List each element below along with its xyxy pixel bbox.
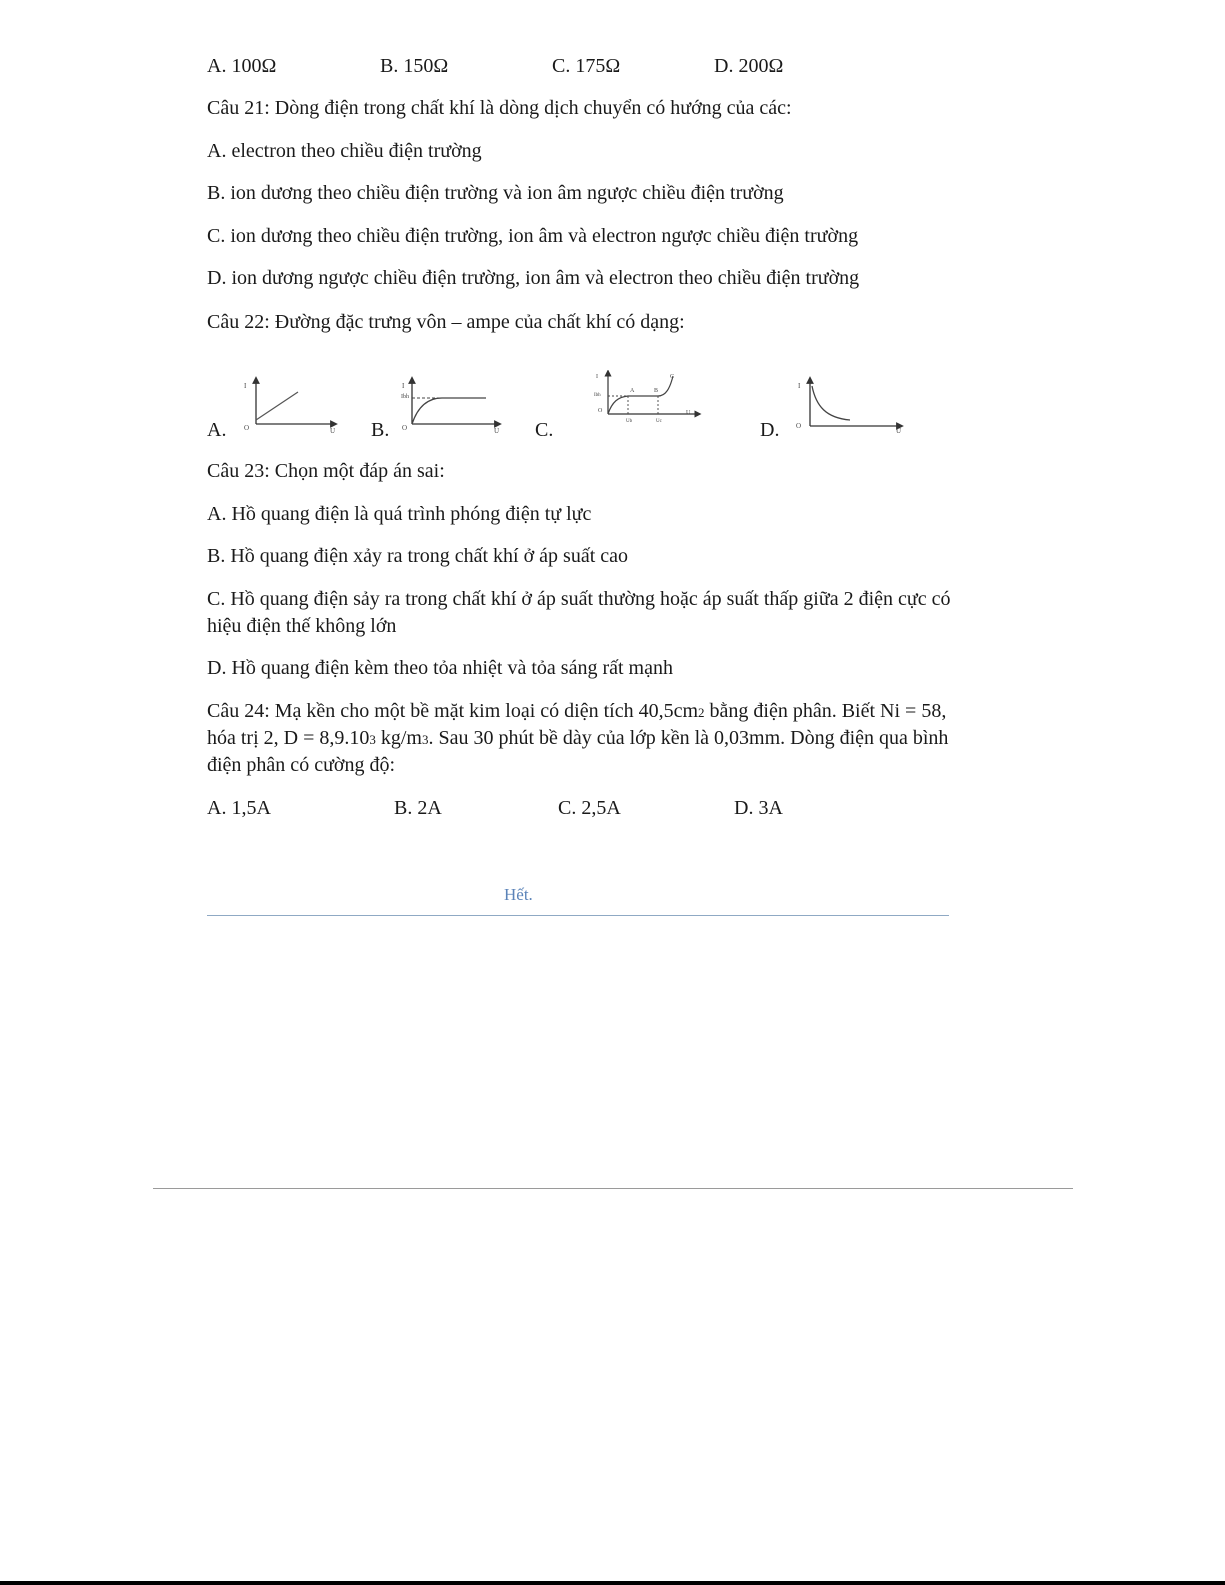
graph-c-label-uc: Uc bbox=[656, 419, 662, 424]
q24-option-a: A. 1,5A bbox=[207, 797, 271, 819]
q24-option-c: C. 2,5A bbox=[558, 797, 621, 819]
q24-line2-sup2: 3 bbox=[422, 732, 429, 747]
q21-option-b: B. ion dương theo chiều điện trường và ion âm ngược chiều điện trường bbox=[207, 182, 784, 204]
q24-line2-part-b: kg/m bbox=[375, 727, 422, 749]
q22-label-d: D. bbox=[760, 419, 780, 441]
graph-d-decreasing bbox=[796, 376, 906, 434]
graph-b-curve bbox=[412, 398, 486, 424]
q24-question-line3: điện phân có cường độ: bbox=[207, 754, 396, 776]
graph-c-characteristic bbox=[594, 370, 704, 430]
graph-b-label-u: U bbox=[494, 427, 500, 434]
q20-option-c: C. 175Ω bbox=[552, 55, 621, 77]
graph-a-label-i: I bbox=[244, 382, 247, 390]
graph-b-saturation bbox=[400, 376, 504, 434]
q24-option-d: D. 3A bbox=[734, 797, 783, 819]
q23-question: Câu 23: Chọn một đáp án sai: bbox=[207, 460, 445, 482]
q23-option-d: D. Hồ quang điện kèm theo tỏa nhiệt và tỏa sáng rất mạnh bbox=[207, 657, 673, 679]
graph-d-label-u: U bbox=[896, 427, 902, 434]
graph-d-label-o: O bbox=[796, 422, 802, 430]
q24-question-line2 bbox=[207, 726, 948, 752]
q20-option-d: D. 200Ω bbox=[714, 55, 784, 77]
page-bottom-edge bbox=[0, 1581, 1225, 1585]
graph-a-label-u: U bbox=[330, 427, 336, 434]
graph-c-label-c: C bbox=[670, 374, 675, 380]
q24-line2-part-a: hóa trị 2, D = 8,9.10 bbox=[207, 727, 370, 749]
end-marker: Hết. bbox=[504, 885, 533, 904]
end-divider bbox=[207, 915, 949, 916]
page-footer-divider bbox=[153, 1188, 1073, 1189]
graph-c-label-i: I bbox=[596, 374, 598, 380]
graph-a-label-o: O bbox=[244, 424, 250, 432]
q21-option-c: C. ion dương theo chiều điện trường, ion âm và electron ngược chiều điện trường bbox=[207, 225, 859, 247]
graph-c-label-o: O bbox=[598, 408, 603, 414]
q24-line1-part-a: Câu 24: Mạ kền cho một bề mặt kim loại có diện tích 40,5cm bbox=[207, 700, 699, 722]
q24-line1-part-b: bằng điện phân. Biết Ni = 58, bbox=[704, 700, 947, 722]
graph-a-curve bbox=[256, 392, 298, 420]
q24-option-b: B. 2A bbox=[394, 797, 442, 819]
q24-line2-sup1: 3 bbox=[369, 732, 376, 747]
q22-label-c: C. bbox=[535, 419, 554, 441]
graph-d-curve bbox=[812, 386, 850, 420]
q22-label-b: B. bbox=[371, 419, 390, 441]
graph-c-label-ub: Ub bbox=[626, 419, 633, 424]
q21-question: Câu 21: Dòng điện trong chất khí là dòng dịch chuyển có hướng của các: bbox=[207, 97, 792, 119]
graph-b-label-i: I bbox=[402, 382, 405, 390]
graph-c-label-ibh: Ibh bbox=[594, 393, 601, 398]
q24-question-line1 bbox=[207, 699, 946, 725]
q20-option-a: A. 100Ω bbox=[207, 55, 277, 77]
q23-option-c-line1: C. Hồ quang điện sảy ra trong chất khí ở áp suất thường hoặc áp suất thấp giữa 2 điện cực có bbox=[207, 588, 951, 610]
graph-c-curve bbox=[608, 376, 673, 414]
q23-option-b: B. Hồ quang điện xảy ra trong chất khí ở áp suất cao bbox=[207, 545, 629, 567]
graph-b-label-o: O bbox=[402, 424, 408, 432]
graph-c-label-u: U bbox=[686, 410, 691, 416]
q22-question: Câu 22: Đường đặc trưng vôn – ampe của chất khí có dạng: bbox=[207, 311, 685, 333]
graph-c-label-a: A bbox=[630, 388, 635, 394]
q21-option-d: D. ion dương ngược chiều điện trường, ion âm và electron theo chiều điện trường bbox=[207, 267, 860, 289]
q24-line1-sup: 2 bbox=[698, 705, 705, 720]
q23-option-c-line2: hiệu điện thế không lớn bbox=[207, 615, 397, 637]
graph-a-linear bbox=[236, 376, 340, 434]
graph-d-label-i: I bbox=[798, 382, 801, 390]
q22-label-a: A. bbox=[207, 419, 227, 441]
graph-c-label-b: B bbox=[654, 388, 659, 394]
q20-option-b: B. 150Ω bbox=[380, 55, 449, 77]
q23-option-a: A. Hồ quang điện là quá trình phóng điện tự lực bbox=[207, 503, 592, 525]
q21-option-a: A. electron theo chiều điện trường bbox=[207, 140, 482, 162]
q24-line2-part-c: . Sau 30 phút bề dày của lớp kền là 0,03mm. Dòng điện qua bình bbox=[428, 727, 949, 749]
graph-b-label-ibh: Ibh bbox=[401, 394, 409, 400]
